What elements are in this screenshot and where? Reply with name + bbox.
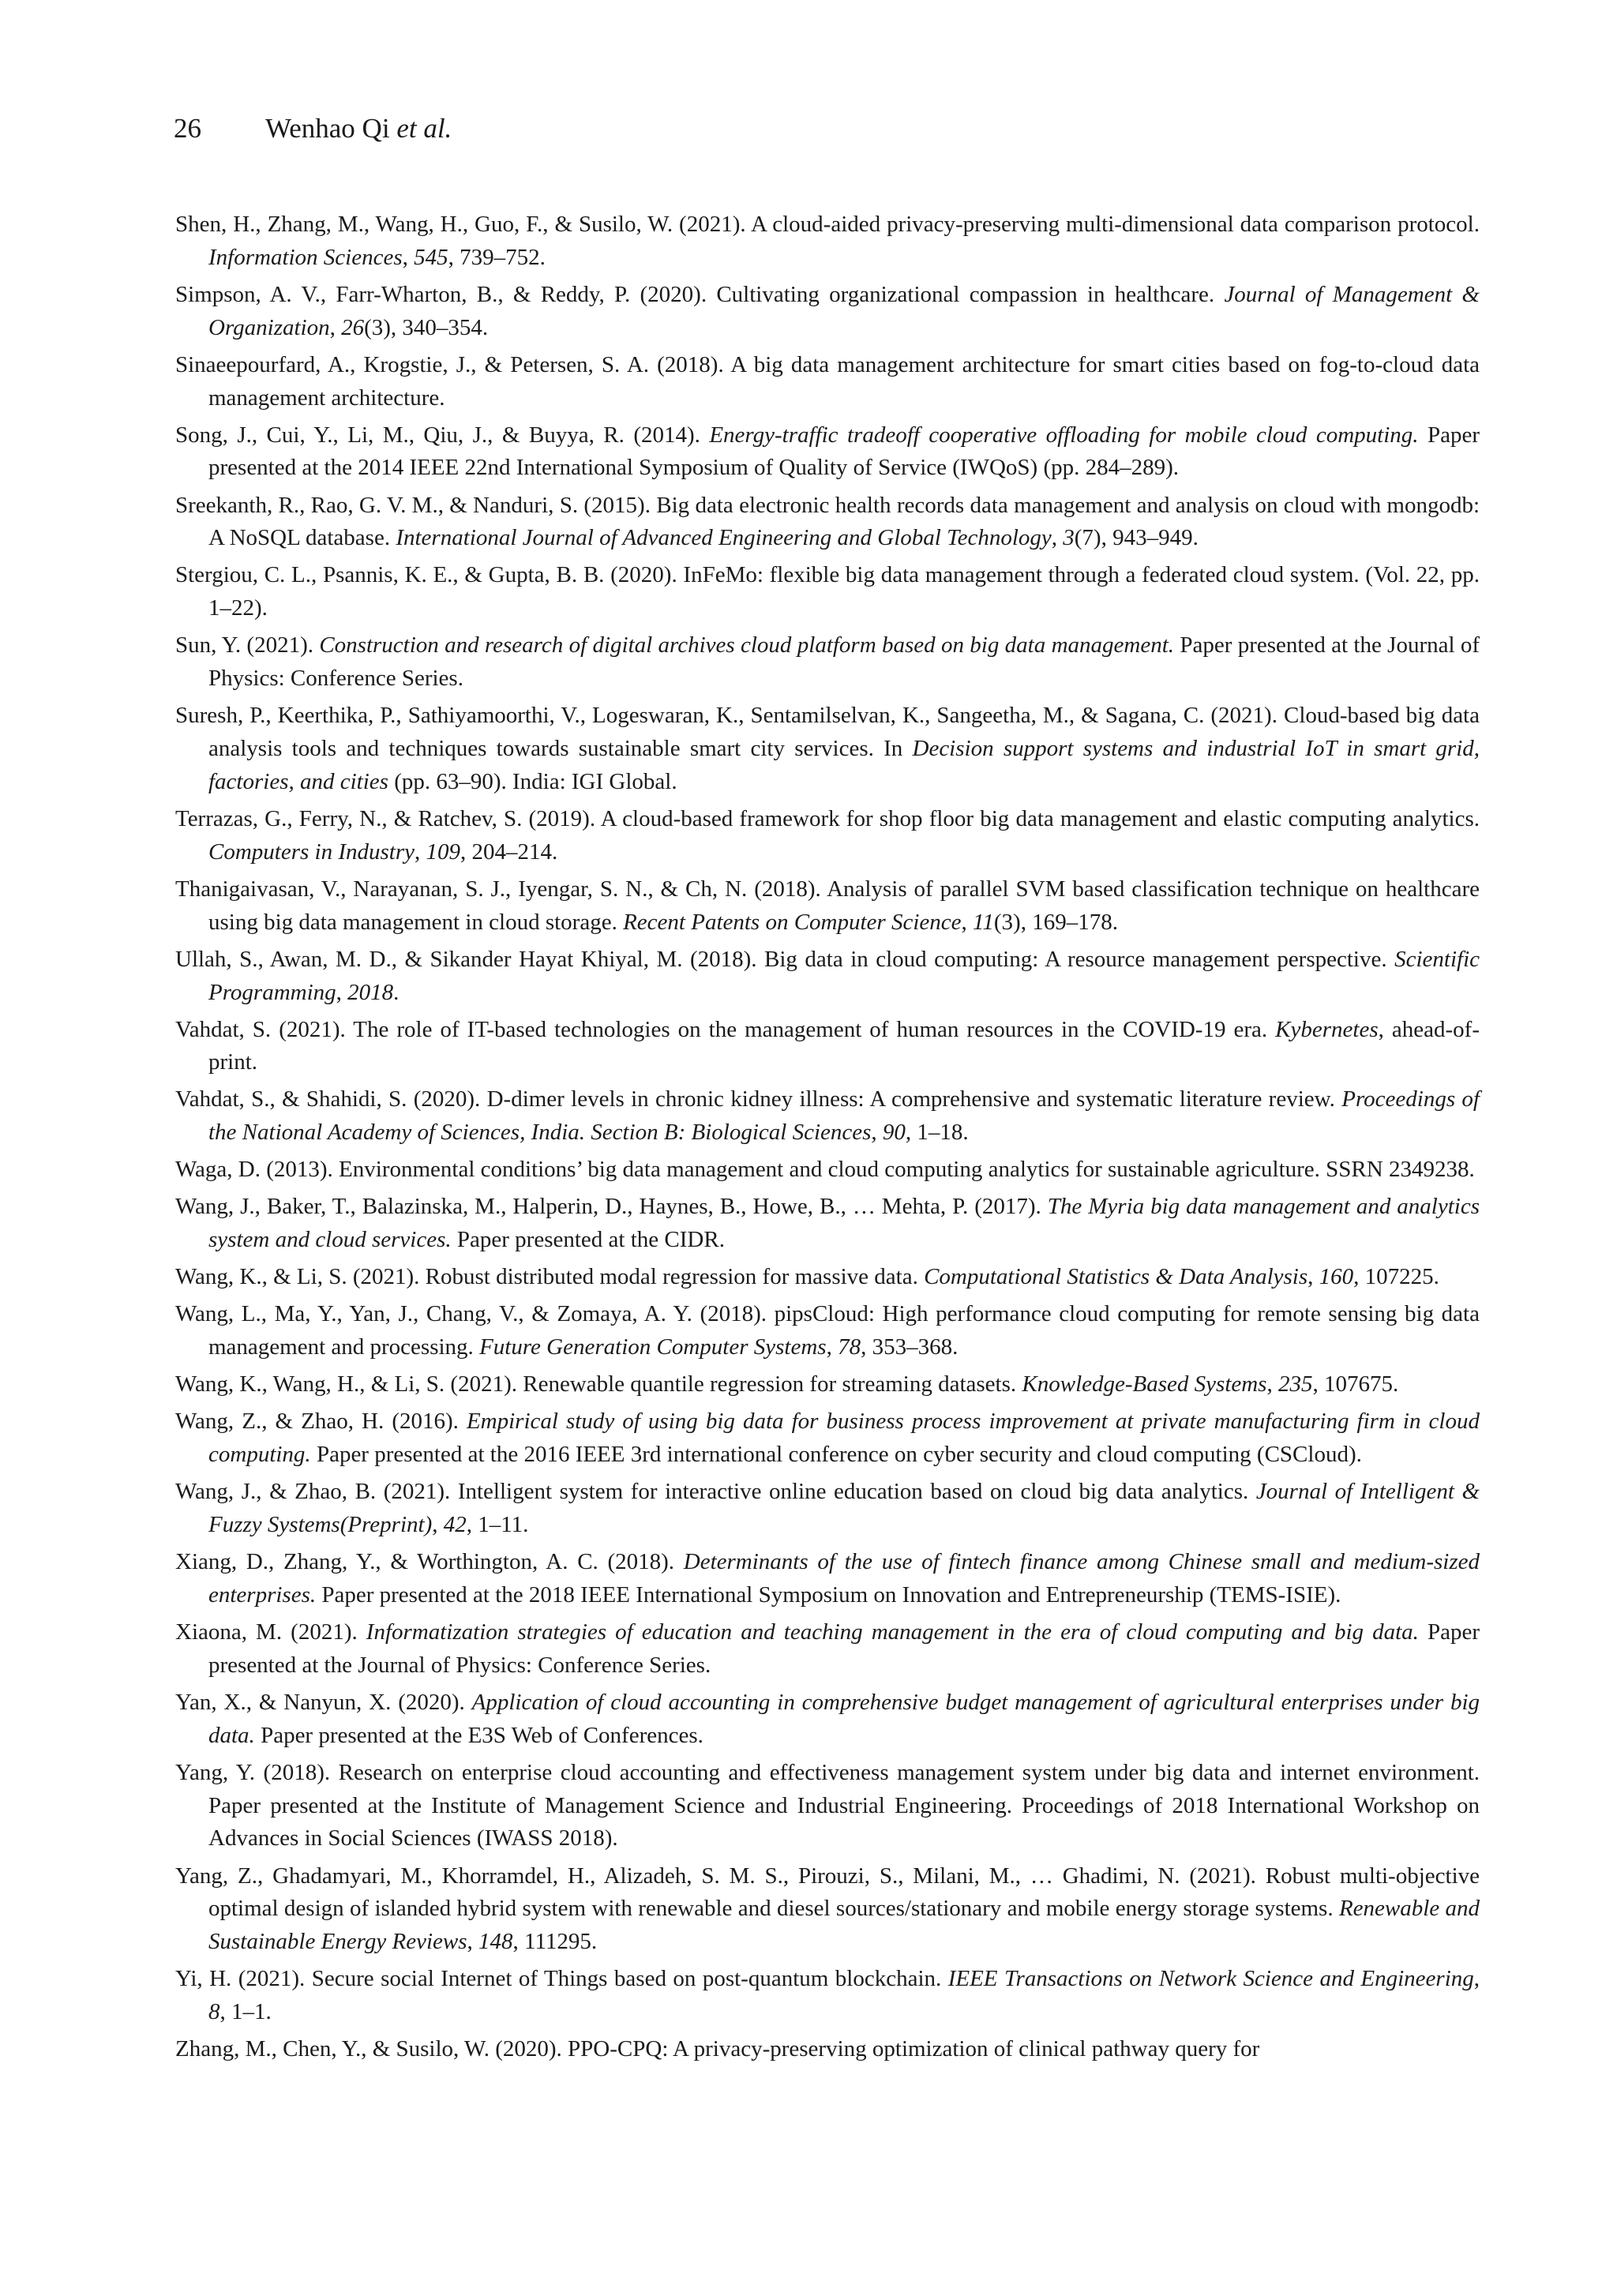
reference-text: Wang, J., Baker, T., Balazinska, M., Halperin, D., Haynes, B., Howe, B., … Mehta, P. (2017). <box>175 1194 1048 1220</box>
reference-text: , <box>402 244 415 270</box>
reference-entry <box>175 2033 1480 2066</box>
reference-entry <box>175 1963 1480 2029</box>
reference-entry <box>175 1368 1480 1401</box>
reference-text: , <box>432 1512 444 1538</box>
reference-text: Sun, Y. (2021). <box>175 632 320 658</box>
reference-text: Ullah, S., Awan, M. D., & Sikander Hayat Khiyal, M. (2018). Big data in cloud computing: A resource management perspective. <box>175 946 1395 972</box>
reference-italic-text: 42 <box>443 1512 467 1538</box>
reference-entry <box>175 1616 1480 1683</box>
reference-italic-text: 545 <box>414 244 448 270</box>
reference-text: Yang, Z., Ghadamyari, M., Khorramdel, H., Alizadeh, S. M. S., Pirouzi, S., Milani, M., … Ghadimi, N. (2021). Robust multi-objective optimal design of islanded hybrid system with renewable and diesel sources/stationary and mobile energy storage systems. <box>175 1863 1480 1922</box>
reference-italic-text: Journal of Management & Organization <box>208 281 1480 340</box>
running-head-authors: Wenhao Qi <box>265 113 390 144</box>
reference-italic-text: Energy-traffic tradeoff cooperative offloading for mobile cloud computing. <box>709 422 1419 448</box>
reference-text: Yang, Y. (2018). Research on enterprise cloud accounting and effectiveness management system under big data and internet environment. Paper presented at the Institute of Management Science and Industrial Engineering. Proceedings of 2018 International Workshop on Advances in Social Sciences (IWASS 2018). <box>175 1759 1480 1851</box>
reference-entry <box>175 700 1480 798</box>
reference-text: , ahead-of-print. <box>208 1016 1480 1075</box>
reference-italic-text: Computers in Industry <box>208 838 415 865</box>
reference-italic-text: Determinants of the use of fintech finance among Chinese small and medium-sized enterprises. <box>208 1549 1480 1608</box>
reference-text: Paper presented at the Journal of Physics: Conference Series. <box>208 632 1480 692</box>
reference-text: Yan, X., & Nanyun, X. (2020). <box>175 1690 472 1715</box>
reference-entry <box>175 1154 1480 1187</box>
reference-italic-text: Scientific Programming <box>208 946 1480 1005</box>
reference-text: (pp. 63–90). India: IGI Global. <box>388 768 677 794</box>
reference-italic-text: Decision support systems and industrial IoT in smart grid, factories, and cities <box>208 736 1480 794</box>
reference-italic-text: Empirical study of using big data for business process improvement at private manufacturing firm in cloud computing. <box>208 1409 1480 1468</box>
reference-italic-text: The Myria big data management and analytics system and cloud services. <box>208 1194 1480 1253</box>
reference-text: Waga, D. (2013). Environmental conditions’ big data management and cloud computing analytics for sustainable agriculture. SSRN 2349238. <box>175 1157 1475 1183</box>
reference-entry <box>175 1757 1480 1855</box>
reference-text: , <box>871 1120 883 1146</box>
reference-text: Yi, H. (2021). Secure social Internet of Things based on post-quantum blockchain. <box>175 1966 948 1992</box>
reference-text: , 111295. <box>512 1929 598 1955</box>
reference-entry <box>175 944 1480 1010</box>
reference-text: Shen, H., Zhang, M., Wang, H., Guo, F., & Susilo, W. (2021). A cloud-aided privacy-preserving multi-dimensional data comparison protocol. <box>175 212 1480 237</box>
reference-text: , 1–18. <box>905 1120 969 1146</box>
reference-text: (3), 340–354. <box>364 314 489 340</box>
reference-italic-text: 11 <box>973 909 994 935</box>
reference-entry <box>175 1860 1480 1959</box>
reference-text: , <box>1266 1371 1278 1397</box>
reference-text: , 353–368. <box>861 1334 959 1360</box>
reference-italic-text: 235 <box>1277 1371 1313 1397</box>
reference-italic-text: International Journal of Advanced Engineering and Global Technology <box>396 525 1052 551</box>
reference-text: Song, J., Cui, Y., Li, M., Qiu, J., & Buyya, R. (2014). <box>175 422 710 448</box>
reference-text: Wang, Z., & Zhao, H. (2016). <box>175 1409 467 1435</box>
reference-text: , <box>1307 1264 1319 1290</box>
reference-entry <box>175 419 1480 486</box>
reference-text: Paper presented at the 2016 IEEE 3rd international conference on cyber security and cloud computing (CSCloud). <box>310 1442 1362 1468</box>
reference-text: , <box>329 314 342 340</box>
reference-text: Xiang, D., Zhang, Y., & Worthington, A. C. (2018). <box>175 1549 684 1575</box>
reference-text: Thanigaivasan, V., Narayanan, S. J., Iyengar, S. N., & Ch, N. (2018). Analysis of parallel SVM based classification technique on healthcare using big data management in cloud storage. <box>175 876 1480 935</box>
reference-text: Paper presented at the E3S Web of Conferences. <box>254 1722 703 1748</box>
reference-text: Suresh, P., Keerthika, P., Sathiyamoorthi, V., Logeswaran, K., Sentamilselvan, K., Sangeetha, M., & Sagana, C. (2021). Cloud-based big data analysis tools and techniques towards sustainable smart city services. In <box>175 703 1480 762</box>
reference-italic-text: Knowledge-Based Systems <box>1022 1371 1267 1397</box>
reference-text: , 1–1. <box>219 1999 272 2025</box>
reference-entry <box>175 1014 1480 1080</box>
reference-entry <box>175 1083 1480 1150</box>
reference-text: Paper presented at the CIDR. <box>451 1227 725 1253</box>
reference-text: Paper presented at the 2014 IEEE 22nd International Symposium of Quality of Service (IWQoS) (pp. 284–289). <box>208 422 1480 481</box>
reference-italic-text: Recent Patents on Computer Science <box>623 909 962 935</box>
page-number: 26 <box>174 113 201 144</box>
reference-entry <box>175 629 1480 696</box>
reference-italic-text: Future Generation Computer Systems <box>479 1334 827 1360</box>
reference-text: , 204–214. <box>460 838 558 865</box>
reference-text: Xiaona, M. (2021). <box>175 1619 366 1645</box>
reference-entry <box>175 803 1480 869</box>
reference-text: (7), 943–949. <box>1074 525 1199 551</box>
reference-text: Paper presented at the Journal of Physics: Conference Series. <box>208 1619 1480 1678</box>
reference-italic-text: 109 <box>426 838 460 865</box>
reference-italic-text: 148 <box>478 1929 513 1955</box>
reference-italic-text: 26 <box>341 314 365 340</box>
reference-text: Stergiou, C. L., Psannis, K. E., & Gupta, B. B. (2020). InFeMo: flexible big data management through a federated cloud system. (Vol. 22, pp. 1–22). <box>175 562 1480 621</box>
reference-text: Vahdat, S. (2021). The role of IT-based technologies on the management of human resources in the COVID-19 era. <box>175 1016 1276 1042</box>
reference-entry <box>175 873 1480 940</box>
reference-text: Sreekanth, R., Rao, G. V. M., & Nanduri, S. (2015). Big data electronic health records data management and analysis on cloud with mongodb: A NoSQL database. <box>175 492 1480 551</box>
reference-text: Wang, K., Wang, H., & Li, S. (2021). Renewable quantile regression for streaming datasets. <box>175 1371 1022 1397</box>
reference-text: Wang, L., Ma, Y., Yan, J., Chang, V., & Zomaya, A. Y. (2018). pipsCloud: High performance cloud computing for remote sensing big data management and processing. <box>175 1301 1480 1360</box>
reference-entry <box>175 1298 1480 1364</box>
reference-entry <box>175 349 1480 415</box>
reference-italic-text: Journal of Intelligent & Fuzzy Systems(Preprint) <box>208 1479 1480 1538</box>
reference-italic-text: 78 <box>838 1334 861 1360</box>
reference-text: , <box>467 1929 479 1955</box>
reference-entry <box>175 559 1480 625</box>
reference-italic-text: 90 <box>882 1120 906 1146</box>
reference-text: , <box>826 1334 839 1360</box>
reference-text: , <box>336 979 348 1005</box>
reference-text: , <box>415 838 426 865</box>
reference-text: , 1–11. <box>466 1512 529 1538</box>
reference-text: , 739–752. <box>448 244 546 270</box>
reference-italic-text: 8 <box>208 1999 220 2025</box>
reference-text: Vahdat, S., & Shahidi, S. (2020). D-dimer levels in chronic kidney illness: A comprehensive and systematic literature review. <box>175 1086 1342 1112</box>
reference-entry <box>175 1261 1480 1294</box>
reference-italic-text: 2018 <box>347 979 394 1005</box>
reference-entry <box>175 279 1480 345</box>
reference-text: Sinaeepourfard, A., Krogstie, J., & Petersen, S. A. (2018). A big data management architecture for smart cities based on fog-to-cloud data management architecture. <box>175 351 1480 411</box>
reference-text: (3), 169–178. <box>993 909 1118 935</box>
reference-italic-text: 3 <box>1063 525 1075 551</box>
reference-entry <box>175 1546 1480 1612</box>
reference-italic-text: Computational Statistics & Data Analysis <box>924 1264 1308 1290</box>
reference-text: , <box>961 909 974 935</box>
reference-list <box>175 208 1480 2070</box>
reference-text: , <box>1051 525 1064 551</box>
reference-text: , 107225. <box>1353 1264 1439 1290</box>
reference-entry <box>175 1476 1480 1542</box>
reference-entry <box>175 490 1480 556</box>
reference-italic-text: 160 <box>1319 1264 1354 1290</box>
reference-text: . <box>393 979 400 1005</box>
reference-text: Paper presented at the 2018 IEEE International Symposium on Innovation and Entrepreneurship (TEMS-ISIE). <box>316 1582 1341 1608</box>
reference-text: , <box>1473 1966 1480 1992</box>
reference-italic-text: Information Sciences <box>208 244 403 270</box>
reference-text: Terrazas, G., Ferry, N., & Ratchev, S. (2019). A cloud-based framework for shop floor big data management and elastic computing analytics. <box>175 805 1480 831</box>
reference-italic-text: Kybernetes <box>1275 1016 1379 1042</box>
reference-entry <box>175 1686 1480 1753</box>
reference-text: Wang, K., & Li, S. (2021). Robust distributed modal regression for massive data. <box>175 1264 925 1290</box>
reference-entry <box>175 208 1480 275</box>
reference-italic-text: Informatization strategies of education and teaching management in the era of cloud computing and big data. <box>366 1619 1419 1645</box>
reference-text: Wang, J., & Zhao, B. (2021). Intelligent system for interactive online education based on cloud big data analytics. <box>175 1479 1256 1505</box>
reference-entry <box>175 1191 1480 1257</box>
running-head <box>174 111 452 146</box>
reference-italic-text: IEEE Transactions on Network Science and Engineering <box>947 1966 1474 1992</box>
reference-text: Simpson, A. V., Farr-Wharton, B., & Reddy, P. (2020). Cultivating organizational compassion in healthcare. <box>175 281 1225 307</box>
reference-italic-text: Construction and research of digital archives cloud platform based on big data management. <box>319 632 1175 658</box>
reference-italic-text: Renewable and Sustainable Energy Reviews <box>208 1896 1480 1955</box>
running-head-et-al: et al. <box>396 113 452 144</box>
reference-italic-text: Application of cloud accounting in comprehensive budget management of agricultural enterprises under big data. <box>208 1690 1480 1748</box>
reference-italic-text: Proceedings of the National Academy of Sciences, India. Section B: Biological Sciences <box>208 1086 1480 1146</box>
reference-text: Zhang, M., Chen, Y., & Susilo, W. (2020). PPO-CPQ: A privacy-preserving optimization of clinical pathway query for <box>175 2036 1260 2062</box>
reference-text: , 107675. <box>1312 1371 1399 1397</box>
reference-entry <box>175 1405 1480 1472</box>
